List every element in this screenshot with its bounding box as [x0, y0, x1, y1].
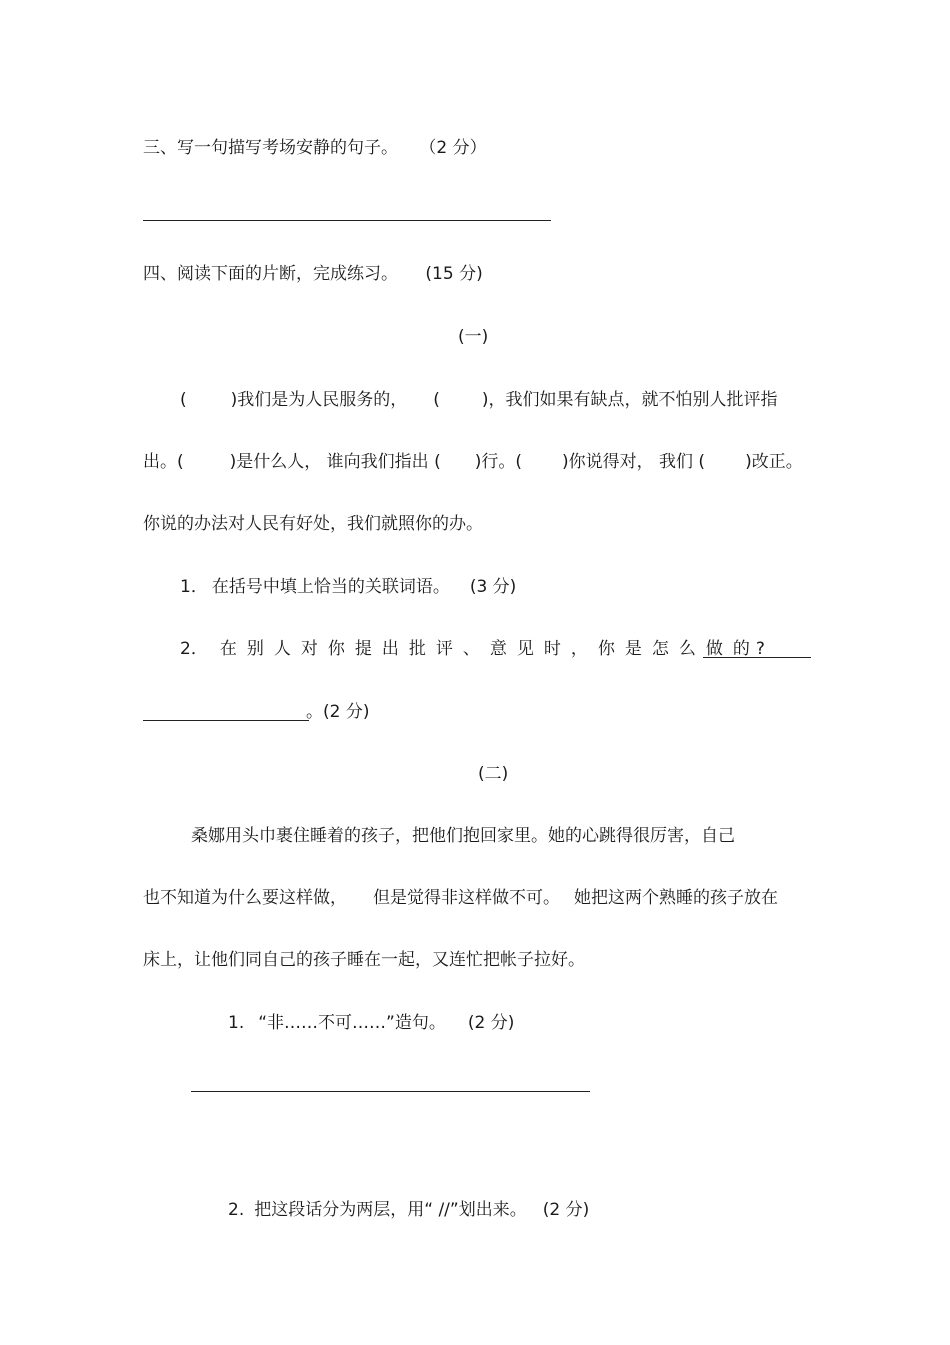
passage-1-line-3: 你说的办法对人民有好处，我们就照你的办。 — [143, 514, 483, 534]
passage-1-line-2: 出。( )是什么人， 谁向我们指出 ( )行。( )你说得对， 我们 ( )改正。 — [143, 452, 803, 472]
exercise-1-1: 1． 在括号中填上恰当的关联词语。 (3 分) — [180, 577, 517, 597]
question-4-score: (15 分) — [425, 264, 483, 284]
answer-line-q3[interactable] — [143, 220, 551, 221]
answer-line-1-2a[interactable] — [703, 657, 811, 658]
section-heading-2: (二) — [478, 764, 509, 784]
exercise-2-1: 1. “非……不可……”造句。 (2 分) — [228, 1013, 515, 1033]
answer-line-1-2b[interactable] — [143, 720, 309, 721]
question-4 — [143, 263, 483, 285]
passage-2-line-1: 桑娜用头巾裹住睡着的孩子，把他们抱回家里。她的心跳得很厉害，自己 — [191, 826, 735, 846]
question-3 — [143, 137, 487, 159]
exercise-1-2-end: 。(2 分) — [306, 702, 370, 722]
passage-2-line-2: 也不知道为什么要这样做， 但是觉得非这样做不可。 她把这两个熟睡的孩子放在 — [143, 888, 778, 908]
passage-2-line-3: 床上，让他们同自己的孩子睡在一起，又连忙把帐子拉好。 — [143, 950, 585, 970]
answer-line-2-1[interactable] — [191, 1091, 590, 1092]
section-heading-1: (一) — [458, 327, 489, 347]
exercise-2-2: 2. 把这段话分为两层，用“ //”划出来。 (2 分) — [228, 1200, 590, 1220]
question-3-score: （2 分） — [419, 138, 487, 158]
exercise-1-2: 2． 在 别 人 对 你 提 出 批 评 、 意 见 时 ， 你 是 怎 么 做 的 ? — [180, 639, 765, 659]
question-3-prompt: 三、写一句描写考场安静的句子。 — [143, 138, 398, 158]
question-4-prompt: 四、阅读下面的片断，完成练习。 — [143, 264, 398, 284]
passage-1-line-1: ( )我们是为人民服务的， ( )，我们如果有缺点，就不怕别人批评指 — [180, 390, 778, 410]
